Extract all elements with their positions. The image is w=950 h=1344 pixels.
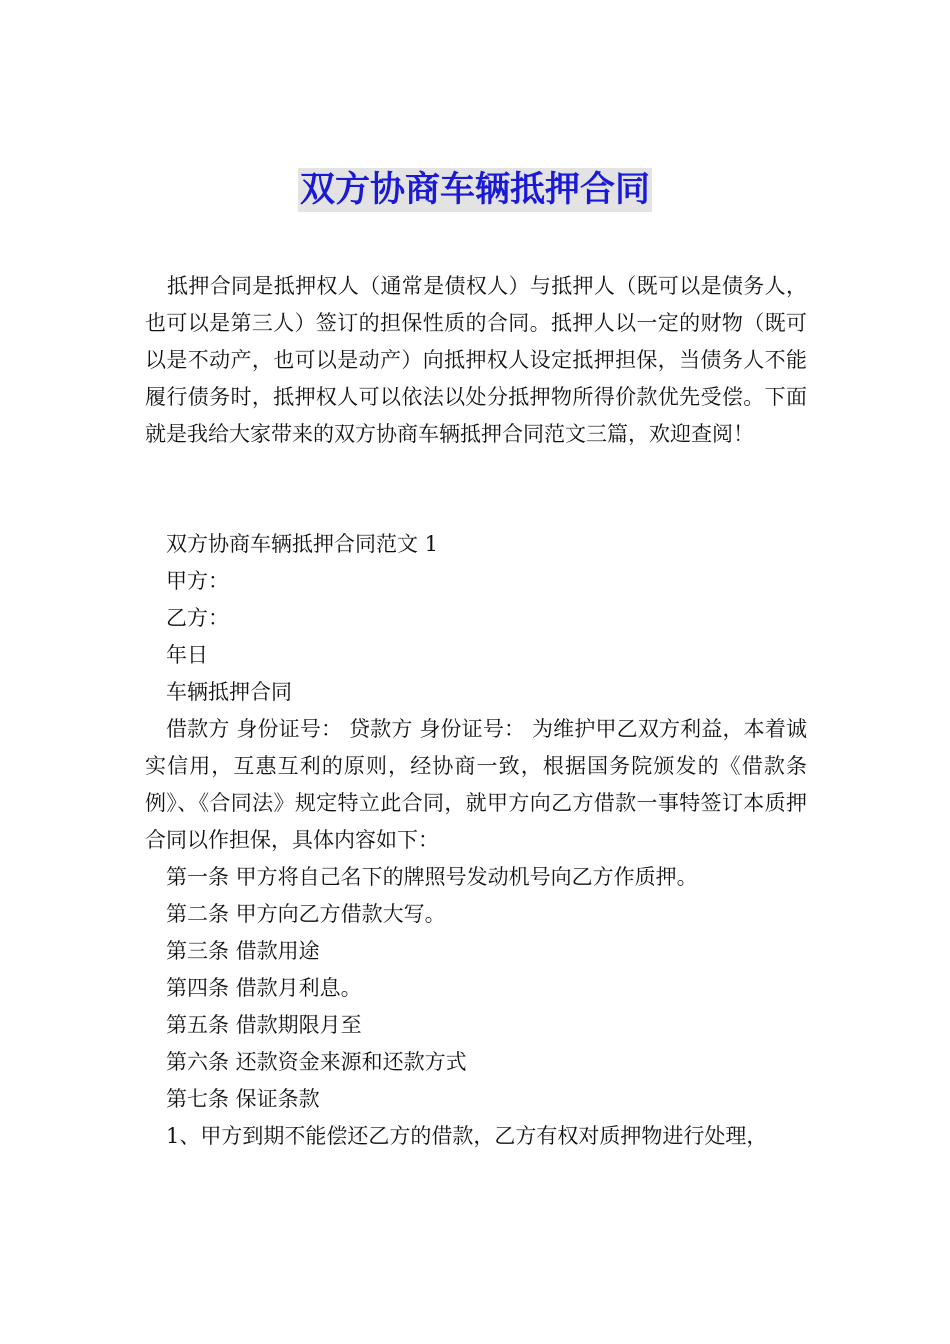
intro-paragraph: 抵押合同是抵押权人（通常是债权人）与抵押人（既可以是债务人，也可以是第三人）签订的担保性质的合同。抵押人以一定的财物（既可以是不动产，也可以是动产）向抵押权人设定抵押担保，当债务人不能履行债务时，抵押权人可以依法以处分抵押物所得价款优先受偿。下面就是我给大家带来的双方协商车辆抵押合同范文三篇，欢迎查阅！: [145, 274, 807, 446]
article-3: 第三条 借款用途: [166, 939, 320, 963]
section-gap: [145, 453, 807, 526]
article-2: 第二条 甲方向乙方借款大写。: [166, 902, 446, 926]
document-title-container: [0, 168, 950, 212]
preamble-paragraph: 借款方 身份证号： 贷款方 身份证号： 为维护甲乙双方利益，本着诚实信用，互惠互利的原则，经协商一致，根据国务院颁发的《借款条例》、《合同法》规定特立此合同，就甲方向乙方借款一事特签订本质押合同以作担保，具体内容如下：: [145, 717, 807, 852]
document-body: [145, 268, 807, 1155]
article-4: 第四条 借款月利息。: [166, 976, 362, 1000]
document-title: 双方协商车辆抵押合同: [299, 170, 650, 210]
party-a-line: 甲方：: [166, 569, 229, 593]
article-5: 第五条 借款期限月至: [166, 1013, 362, 1037]
contract-name-line: 车辆抵押合同: [166, 680, 292, 704]
party-b-line: 乙方：: [166, 606, 229, 630]
clause-1-line: 1、甲方到期不能偿还乙方的借款，乙方有权对质押物进行处理，: [166, 1124, 768, 1148]
article-7: 第七条 保证条款: [166, 1087, 320, 1111]
sample-heading: 双方协商车辆抵押合同范文 1: [166, 532, 439, 556]
article-6: 第六条 还款资金来源和还款方式: [166, 1050, 467, 1074]
article-1: 第一条 甲方将自己名下的牌照号发动机号向乙方作质押。: [166, 865, 698, 889]
date-line: 年日: [166, 643, 208, 667]
